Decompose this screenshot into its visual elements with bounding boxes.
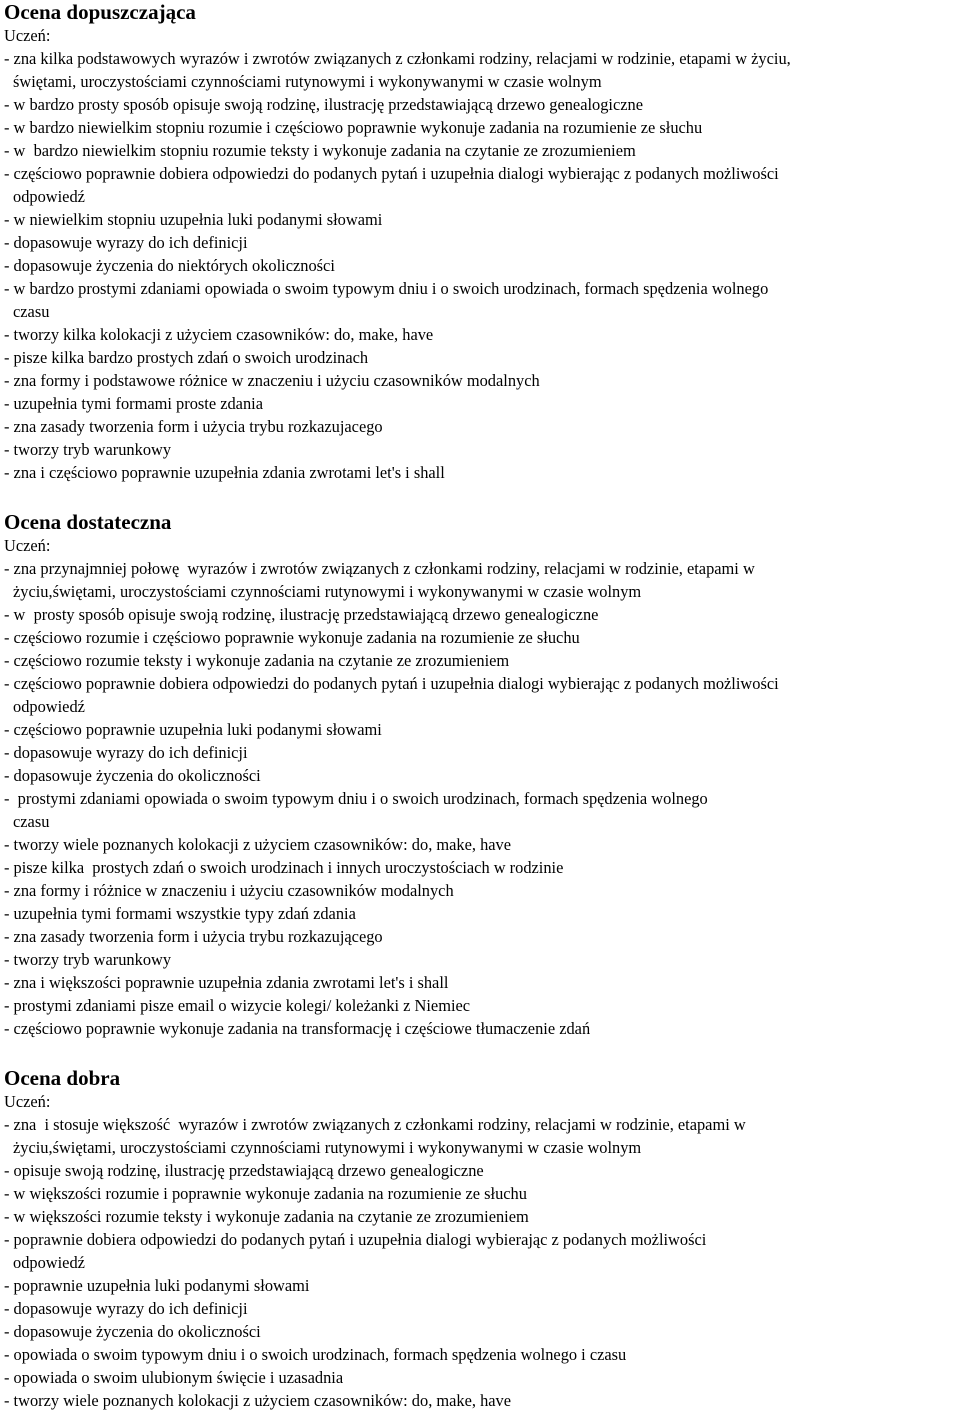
list-item-text: - częściowo poprawnie uzupełnia luki podanymi słowami (4, 720, 382, 739)
list-item-continuation: czasu (13, 302, 50, 321)
list-item (4, 741, 960, 764)
list-item (4, 438, 960, 461)
list-item-text: - w bardzo niewielkim stopniu rozumie i częściowo poprawnie wykonuje zadania na rozumienie ze słuchu (4, 118, 703, 137)
list-item (4, 626, 960, 649)
list-item-text: - prostymi zdaniami pisze email o wizycie kolegi/ koleżanki z Niemiec (4, 996, 471, 1015)
list-item-text: - dopasowuje wyrazy do ich definicji (4, 743, 248, 762)
list-item-continuation: świętami, uroczystościami czynnościami rutynowymi i wykonywanymi w czasie wolnym (13, 72, 602, 91)
list-item-text: - zna i stosuje większość wyrazów i zwrotów związanych z członkami rodziny, relacjami w rodzinie, etapami w (4, 1115, 746, 1134)
list-item (4, 925, 960, 948)
list-item (4, 1017, 960, 1040)
list-item (4, 47, 960, 93)
list-item (4, 672, 960, 718)
list-item (4, 415, 960, 438)
list-item (4, 718, 960, 741)
list-item-text: - tworzy wiele poznanych kolokacji z użyciem czasowników: do, make, have (4, 835, 512, 854)
list-item (4, 369, 960, 392)
list-item-text: - uzupełnia tymi formami proste zdania (4, 394, 263, 413)
list-item-text: - w większości rozumie teksty i wykonuje zadania na czytanie ze zrozumieniem (4, 1207, 529, 1226)
list-item (4, 1182, 960, 1205)
list-item-text: - w bardzo prosty sposób opisuje swoją rodzinę, ilustrację przedstawiającą drzewo genealogiczne (4, 95, 644, 114)
list-item-text: - w niewielkim stopniu uzupełnia luki podanymi słowami (4, 210, 383, 229)
list-item-text: - tworzy tryb warunkowy (4, 950, 172, 969)
list-item (4, 1113, 960, 1159)
list-item-text: - w większości rozumie i poprawnie wykonuje zadania na rozumienie ze słuchu (4, 1184, 527, 1203)
section-heading: Ocena dostateczna (4, 510, 172, 534)
list-item (4, 948, 960, 971)
list-item-text: - pisze kilka bardzo prostych zdań o swoich urodzinach (4, 348, 369, 367)
list-item (4, 277, 960, 323)
list-item (4, 603, 960, 626)
list-item-text: - poprawnie uzupełnia luki podanymi słowami (4, 1276, 310, 1295)
list-item-text: - zna formy i podstawowe różnice w znaczeniu i użyciu czasowników modalnych (4, 371, 540, 390)
list-item (4, 346, 960, 369)
list-item-text: - zna zasady tworzenia form i użycia trybu rozkazującego (4, 927, 383, 946)
criteria-list (4, 47, 960, 484)
list-item (4, 902, 960, 925)
list-item-text: - zna i większości poprawnie uzupełnia zdania zwrotami let's i shall (4, 973, 449, 992)
list-item (4, 994, 960, 1017)
list-item (4, 764, 960, 787)
list-item-text: - dopasowuje życzenia do niektórych okoliczności (4, 256, 335, 275)
list-item (4, 1228, 960, 1274)
list-item-text: - częściowo poprawnie dobiera odpowiedzi do podanych pytań i uzupełnia dialogi wybierając z podanych możliwości (4, 164, 779, 183)
section-intro: Uczeń: (4, 1092, 51, 1111)
list-item-continuation: czasu (13, 812, 50, 831)
list-item-text: - uzupełnia tymi formami wszystkie typy zdań zdania (4, 904, 356, 923)
list-item-text: - zna kilka podstawowych wyrazów i zwrotów związanych z członkami rodziny, relacjami w rodzinie, etapami w życiu, (4, 49, 791, 68)
list-item (4, 231, 960, 254)
list-item-text: - w bardzo niewielkim stopniu rozumie teksty i wykonuje zadania na czytanie ze zrozumieniem (4, 141, 636, 160)
list-item-text: - tworzy tryb warunkowy (4, 440, 172, 459)
list-item-text: - zna przynajmniej połowę wyrazów i zwrotów związanych z członkami rodziny, relacjami w rodzinie, etapami w (4, 559, 755, 578)
list-item-continuation: życiu,świętami, uroczystościami czynnościami rutynowymi i wykonywanymi w czasie wolnym (13, 1138, 642, 1157)
list-item (4, 1343, 960, 1366)
list-item-continuation: odpowiedź (13, 1253, 85, 1272)
list-item-text: - pisze kilka prostych zdań o swoich urodzinach i innych uroczystościach w rodzinie (4, 858, 564, 877)
list-item (4, 208, 960, 231)
list-item-text: - częściowo poprawnie dobiera odpowiedzi do podanych pytań i uzupełnia dialogi wybierając z podanych możliwości (4, 674, 779, 693)
list-item-text: - częściowo rozumie teksty i wykonuje zadania na czytanie ze zrozumieniem (4, 651, 510, 670)
list-item (4, 1274, 960, 1297)
list-item-text: - tworzy kilka kolokacji z użyciem czasowników: do, make, have (4, 325, 434, 344)
list-item-text: - dopasowuje życzenia do okoliczności (4, 1322, 261, 1341)
list-item (4, 856, 960, 879)
list-item (4, 1320, 960, 1343)
list-item-continuation: odpowiedź (13, 187, 85, 206)
list-item (4, 461, 960, 484)
list-item (4, 254, 960, 277)
list-item-text: - dopasowuje wyrazy do ich definicji (4, 233, 248, 252)
list-item-text: - opisuje swoją rodzinę, ilustrację przedstawiającą drzewo genealogiczne (4, 1161, 484, 1180)
list-item (4, 392, 960, 415)
list-item (4, 323, 960, 346)
section-heading: Ocena dopuszczająca (4, 0, 196, 24)
list-item-text: - w bardzo prostymi zdaniami opowiada o swoim typowym dniu i o swoich urodzinach, formach spędzenia wolnego (4, 279, 769, 298)
list-item (4, 93, 960, 116)
list-item (4, 1366, 960, 1389)
list-item (4, 971, 960, 994)
criteria-list (4, 1113, 960, 1412)
list-item-text: - dopasowuje wyrazy do ich definicji (4, 1299, 248, 1318)
list-item (4, 1205, 960, 1228)
list-item (4, 1297, 960, 1320)
list-item (4, 787, 960, 833)
list-item-text: - prostymi zdaniami opowiada o swoim typowym dniu i o swoich urodzinach, formach spędzenia wolnego (4, 789, 708, 808)
list-item-text: - poprawnie dobiera odpowiedzi do podanych pytań i uzupełnia dialogi wybierając z podanych możliwości (4, 1230, 707, 1249)
list-item-text: - tworzy wiele poznanych kolokacji z użyciem czasowników: do, make, have (4, 1391, 512, 1410)
section-intro: Uczeń: (4, 26, 51, 45)
list-item-text: - dopasowuje życzenia do okoliczności (4, 766, 261, 785)
list-item-text: - zna i częściowo poprawnie uzupełnia zdania zwrotami let's i shall (4, 463, 445, 482)
list-item (4, 116, 960, 139)
list-item (4, 1389, 960, 1412)
list-item-text: - częściowo poprawnie wykonuje zadania na transformację i częściowe tłumaczenie zdań (4, 1019, 591, 1038)
list-item-text: - zna zasady tworzenia form i użycia trybu rozkazujacego (4, 417, 383, 436)
section-heading: Ocena dobra (4, 1066, 121, 1090)
list-item-continuation: odpowiedź (13, 697, 85, 716)
list-item (4, 139, 960, 162)
section-dopuszczajaca (4, 0, 960, 484)
list-item (4, 557, 960, 603)
list-item (4, 649, 960, 672)
list-item-text: - częściowo rozumie i częściowo poprawnie wykonuje zadania na rozumienie ze słuchu (4, 628, 580, 647)
list-item (4, 879, 960, 902)
list-item-continuation: życiu,świętami, uroczystościami czynnościami rutynowymi i wykonywanymi w czasie wolnym (13, 582, 642, 601)
list-item (4, 162, 960, 208)
list-item-text: - w prosty sposób opisuje swoją rodzinę, ilustrację przedstawiającą drzewo genealogiczne (4, 605, 599, 624)
section-dobra (4, 1066, 960, 1412)
list-item (4, 1159, 960, 1182)
section-intro: Uczeń: (4, 536, 51, 555)
list-item-text: - zna formy i różnice w znaczeniu i użyciu czasowników modalnych (4, 881, 454, 900)
list-item-text: - opowiada o swoim typowym dniu i o swoich urodzinach, formach spędzenia wolnego i czasu (4, 1345, 627, 1364)
list-item-text: - opowiada o swoim ulubionym święcie i uzasadnia (4, 1368, 344, 1387)
list-item (4, 833, 960, 856)
criteria-list (4, 557, 960, 1040)
section-dostateczna (4, 510, 960, 1040)
